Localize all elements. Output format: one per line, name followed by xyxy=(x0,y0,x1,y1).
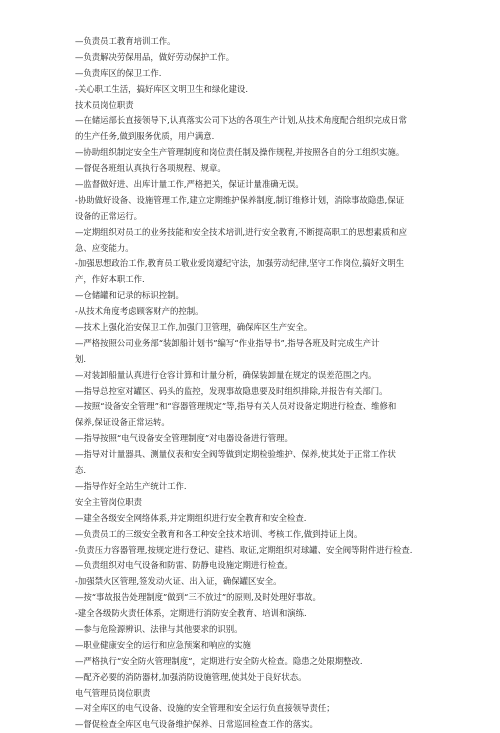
text-line: —指导对计量器具、测量仪表和安全阀等做到定期检验维护、保养,使其处于正常工作状 xyxy=(75,449,396,460)
text-line: —仓储罐和记录的标识控制。 xyxy=(75,290,184,301)
text-line: 急、应变能力。 xyxy=(75,242,134,253)
text-line: —督促各班组认真执行各项规程、规章。 xyxy=(75,163,226,174)
text-line: —建全各级安全网络体系,并定期组织进行安全教育和安全检查. xyxy=(75,512,307,523)
text-line: -加强思想政治工作,教育员工敬业爱岗遵纪守法，加强劳动纪律,坚守工作岗位,搞好文明生 xyxy=(75,258,405,269)
text-line: —定期组织对员工的业务技能和安全技术培训,进行安全教育,不断提高职工的思想素质和应 xyxy=(75,226,407,237)
text-line: —负责员工的三级安全教育和各工种安全技术培训、考核工作,做到持证上岗。 xyxy=(75,528,363,539)
text-line: —对全库区的电气设备、设施的安全管理和安全运行负直接领导责任； xyxy=(75,703,335,714)
text-line: —负责库区的保卫工作. xyxy=(75,67,162,78)
text-line: -加强禁火区管理,签发动火证、出入证，确保罐区安全。 xyxy=(75,576,282,587)
text-line: 产，作好本职工作. xyxy=(75,274,145,285)
text-line: —对装卸船量认真进行仓容计算和计量分析，确保装卸量在规定的误差范围之内。 xyxy=(75,369,377,380)
text-line: —按照“设备安全管理”和“容器管理规定”等,指导有关人员对设备定期进行检查、维修和 xyxy=(75,401,397,412)
job-duties-text xyxy=(75,34,425,733)
text-line: —负责组织对电气设备和防雷、防静电设施定期进行检查。 xyxy=(75,560,293,571)
text-line: 的生产任务,做到服务优质，用户满意. xyxy=(75,131,215,142)
text-line: —严格执行“安全防火管理制度”，定期进行安全防火检查。隐患之处限期整改. xyxy=(75,655,363,666)
text-line: —在储运部长直接领导下,认真落实公司下达的各项生产计划,从技术角度配合组织完成日常 xyxy=(75,115,407,126)
text-line: —职业健康安全的运行和应急预案和响应的实施 xyxy=(75,639,251,650)
text-line: —配齐必要的消防器材,加强消防设施管理,使其处于良好状态。 xyxy=(75,671,307,682)
text-line: —负责解决劳保用品，做好劳动保护工作。 xyxy=(75,51,235,62)
section-heading-technician: 技术员岗位职责 xyxy=(75,99,134,110)
text-line: 态. xyxy=(75,465,87,476)
text-line: —技术上强化治安保卫工作,加强门卫管理，确保库区生产安全。 xyxy=(75,322,313,333)
section-heading-electrical-manager: 电气管理员岗位职责 xyxy=(75,687,151,698)
section-heading-safety-supervisor: 安全主管岗位职责 xyxy=(75,496,142,507)
text-line: -建全各级防火责任体系，定期进行消防安全教育、培训和演练. xyxy=(75,608,307,619)
text-line: 设备的正常运行。 xyxy=(75,210,142,221)
text-line: —负责员工教育培训工作。 xyxy=(75,36,176,46)
text-line: —按“事故报告处理制度”做到“三不放过”的原则,及时处理好事故。 xyxy=(75,592,321,603)
text-line: —协助组织制定安全生产管理制度和岗位责任制及操作规程,并按照各自的分工组织实施。 xyxy=(75,147,405,158)
text-line: —严格按照公司业务部“装卸船计划书”编写“作业指导书”,指导各班及时完成生产计 xyxy=(75,337,380,348)
text-line: —指导总控室对罐区、码头的监控，发现事故隐患要及时组织排除,并报告有关部门。 xyxy=(75,385,388,396)
text-line: —监督做好进、出库计量工作,严格把关，保证计量准确无误。 xyxy=(75,179,304,190)
text-line: -协助做好设备、设施管理工作,建立定期维护保养制度,制订维修计划，消除事故隐患,保证 xyxy=(75,194,405,205)
text-line: 划. xyxy=(75,353,87,364)
text-line: —参与危险源辨识、法律与其他要求的识别。 xyxy=(75,623,243,634)
text-line: -从技术角度考虑顾客财产的控制。 xyxy=(75,306,204,317)
text-line: -关心职工生活，搞好库区文明卫生和绿化建设. xyxy=(75,83,248,94)
text-line: -负责压力容器管理,按规定进行登记、建档、取证,定期组织对球罐、安全阀等附件进行检查. xyxy=(75,544,413,555)
text-line: —指导作好全站生产统计工作. xyxy=(75,480,187,491)
text-line: —督促检查全库区电气设备维护保养、日常巡回检查工作的落实。 xyxy=(75,719,318,730)
text-line: 保养,保证设备正常运转。 xyxy=(75,417,170,428)
text-line: —指导按照“电气设备安全管理制度”对电器设备进行管理。 xyxy=(75,433,293,444)
